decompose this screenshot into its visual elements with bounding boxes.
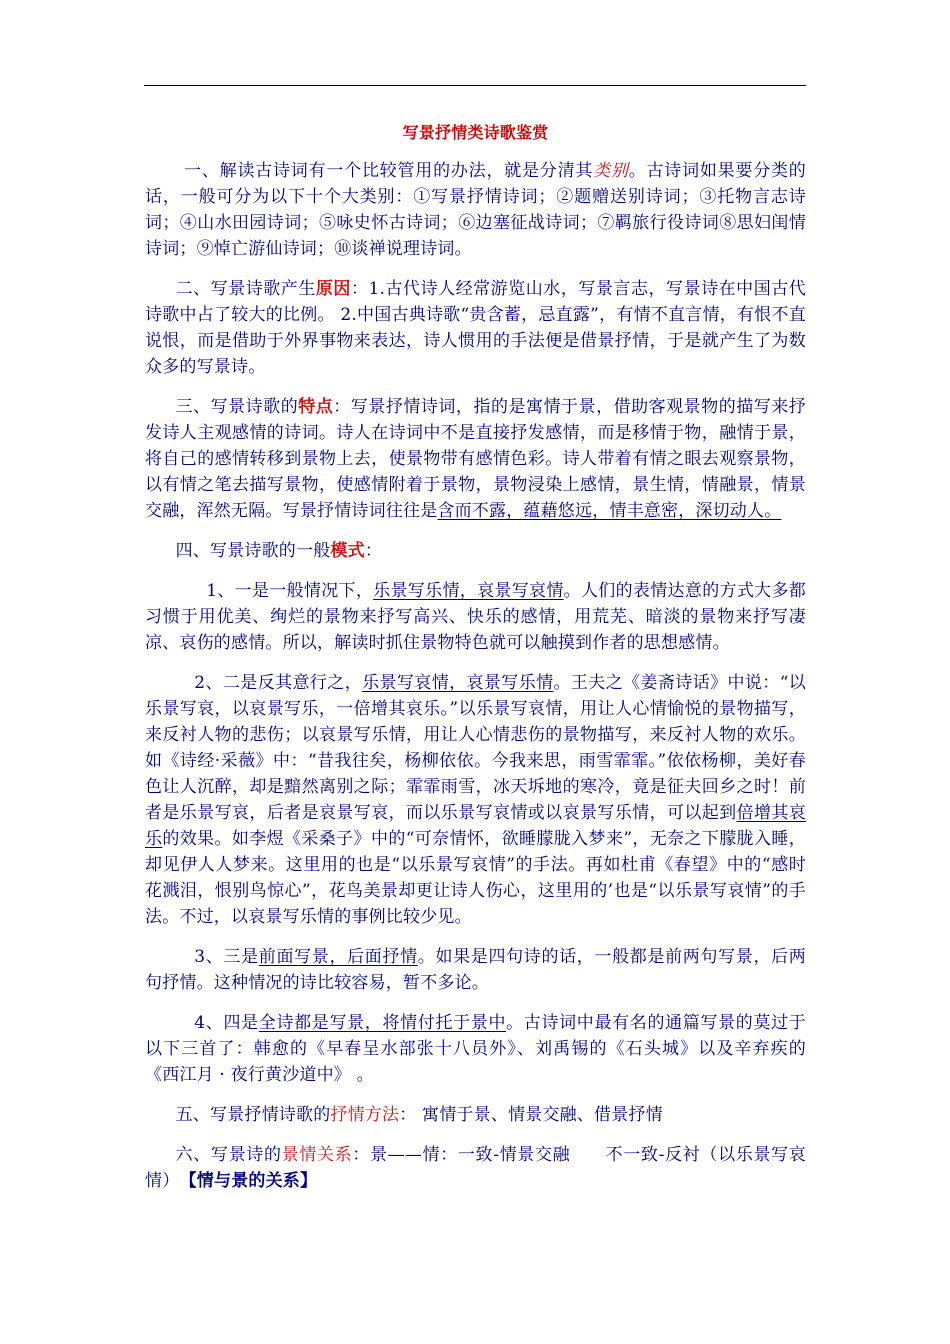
p1-text-c: 。古诗词如果要分类的话，一般可分为以下十个大类别：①写景抒情诗词；②题赠送别诗词；③托物言志诗词；④山水田园诗词；⑤咏史怀古诗词；⑥边塞征战诗词；⑦羁旅行役诗词⑧思妇闺情诗词；⑨悼亡游仙诗词；⑩谈禅说理诗词。 [145,161,806,259]
p7-text-a: 3、三是 [194,947,259,967]
paragraph-8 [145,1010,806,1088]
p7-text-c: 。如果是四句诗的话，一般都是前两句写景，后两句抒情。这种情况的诗比较容易，暂不多论。 [145,947,806,993]
p5-underlined: 乐景写乐情，哀景写哀情 [373,581,564,601]
p6-text-e: 的效果。如李煜《采桑子》中的“可奈情怀，欲睡朦胧入梦来”，无奈之下朦胧入睡，却见伊人人梦来。这里用的也是“以乐景写哀情”的手法。再如杜甫《春望》中的“感时花溅泪，恨别鸟惊心”，花鸟美景却更让诗人伤心，这里用的’也是“以乐景写哀情”的手法。不过，以哀景写乐情的事例比较少见。 [145,829,807,927]
paragraph-7 [145,944,806,996]
p10-text-c: ：景——情：一致-情景交融 不一致-反衬（以乐景写哀情） [145,1145,806,1191]
p8-underlined: 全诗都是写景，将情付托于景中 [258,1013,507,1033]
p2-keyword: 原因 [315,279,351,299]
page-title: 写景抒情类诗歌鉴赏 [402,123,549,142]
p8-text-a: 4、四是 [194,1013,259,1033]
p5-text-a: 1、一是一般情况下， [206,581,374,601]
p1-text-a: 一、解读古诗词有一个比较管用的办法，就是分清其 [184,161,594,181]
p10-text-a: 六、写景诗的 [175,1145,282,1165]
p4-text-a: 四、写景诗歌的一般 [175,541,331,561]
p9-keyword: 抒情方法 [330,1105,400,1125]
paragraph-3 [145,394,806,524]
p3-underlined: 含而不露，蕴藉悠远，情丰意密，深切动人。 [437,501,782,521]
p4-keyword: 模式 [330,541,365,561]
p6-underlined-2: 倍增其哀乐 [145,803,806,849]
paragraph-2 [145,276,806,380]
p4-text-c: ： [364,541,383,561]
p3-text-a: 三、写景诗歌的 [175,397,299,417]
p3-keyword: 特点 [298,397,334,417]
p5-text-c: 。人们的表情达意的方式大多都习惯于用优美、绚烂的景物来抒写高兴、快乐的感情，用荒芜、暗淡的景物来抒写凄凉、哀伤的感情。所以，解读时抓住景物特色就可以触摸到作者的思想感情。 [145,581,806,653]
p8-text-c: 。古诗词中最有名的通篇写景的莫过于以下三首了：韩愈的《早春呈水部张十八员外》、刘禹锡的《石头城》以及辛弃疾的《西江月 · 夜行黄沙道中》 。 [145,1013,806,1085]
document-body [145,120,806,1208]
p1-keyword: 类别 [593,161,629,181]
paragraph-5 [145,578,806,656]
header-rule [144,85,806,86]
p6-underlined-1: 乐景写哀情，哀景写乐情 [362,673,554,693]
p6-text-a: 2、二是反其意行之， [194,673,363,693]
p10-bracket-note: 【情与景的关系】 [188,1171,318,1191]
paragraph-1 [145,158,806,262]
paragraph-9 [145,1102,806,1128]
p6-text-c: 。王夫之《姜斋诗话》中说：“以乐景写哀，以哀景写乐，一倍增其哀乐。”以乐景写哀情，用让人心情愉悦的景物描写，来反衬人物的悲伤；以哀景写乐情，用让人心情悲伤的景物描写，来反衬人物的欢乐。如《诗经·采薇》中：“昔我往矣，杨柳依依。今我来思，雨雪霏霏。”依依杨柳，美好春色让人沉醉，却是黯然离别之际；霏霏雨雪，冰天坼地的寒冷，竟是征夫回乡之时！前者是乐景写哀，后者是哀景写哀，而以乐景写哀情或以哀景写乐情，可以起到 [145,673,806,823]
p10-keyword: 景情关系 [281,1145,353,1165]
p2-text-c: ：1.古代诗人经常游览山水，写景言志，写景诗在中国古代诗歌中占了较大的比例。 2.中国古典诗歌“贵含蓄，忌直露”，有情不直言情，有恨不直说恨，而是借助于外界事物来表达，诗人惯用的手法便是借景抒情，于是就产生了为数众多的写景诗。 [145,279,806,377]
p9-text-c: ： 寓情于景、情景交融、借景抒情 [399,1105,663,1125]
paragraph-10 [145,1142,806,1194]
p7-underlined: 前面写景，后面抒情 [258,947,418,967]
p9-text-a: 五、写景抒情诗歌的 [175,1105,331,1125]
paragraph-4 [145,538,806,564]
p2-text-a: 二、写景诗歌产生 [175,279,316,299]
p3-text-c: ：写景抒情诗词，指的是寓情于景，借助客观景物的描写来抒发诗人主观感情的诗词。诗人在诗词中不是直接抒发感情，而是移情于物，融情于景，将自己的感情转移到景物上去，使景物带有感情色彩。诗人带着有情之眼去观察景物，以有情之笔去描写景物，使感情附着于景物，景物浸染上感情，景生情，情融景，情景交融，浑然无隔。写景抒情诗词往往是 [145,397,806,521]
paragraph-6 [145,670,806,930]
